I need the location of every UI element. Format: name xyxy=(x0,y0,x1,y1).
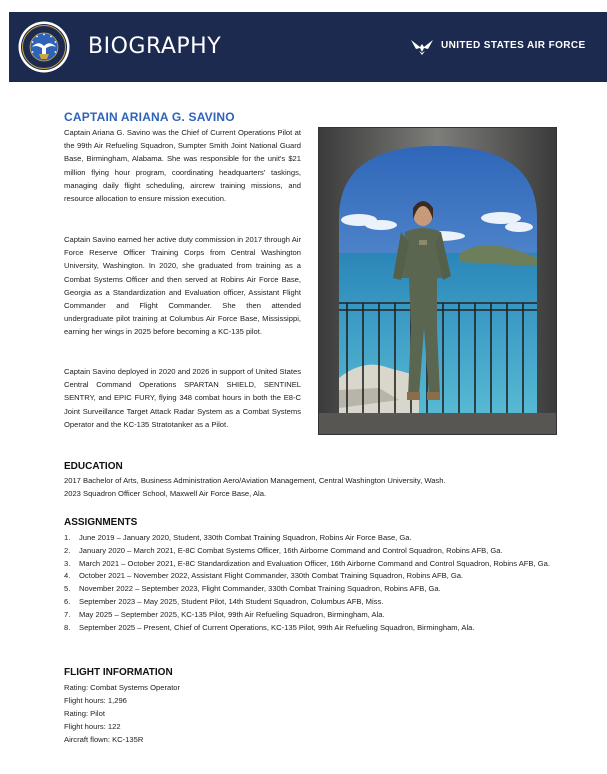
list-item-number: 4. xyxy=(64,571,71,581)
list-item xyxy=(64,583,564,596)
flight-info-line: Flight hours: 122 xyxy=(64,722,121,731)
flight-info-line: Rating: Pilot xyxy=(64,709,105,718)
list-item-text: November 2022 – September 2023, Flight Commander, 330th Combat Training Squadron, Robins AFB, Ga. xyxy=(79,584,441,594)
bio-paragraph: Captain Savino earned her active duty commission in 2017 through Air Force Reserve Officer Training Corps from Central Washington University, Washington. In 2020, she graduated from training as a Combat Systems Officer and then served at Robins Air Force Base, Georgia as a Standardization and Evaluation officer, Assistant Flight Commander and Flight Commander. She then attended undergraduate pilot training at Columbus Air Force Base, Mississippi, earning her wings in 2025 before becoming a KC-135 pilot. xyxy=(64,235,301,337)
list-item-text: January 2020 – March 2021, E-8C Combat Systems Officer, 16th Airborne Command and Control Squadron, Robins AFB, Ga. xyxy=(79,545,503,555)
flight-information-heading: FLIGHT INFORMATION xyxy=(64,667,173,678)
bio-paragraph: Captain Savino deployed in 2020 and 2026 in support of United States Central Command Operations SPARTAN SHIELD, SENTINEL SENTRY, and EPIC FURY, flying 348 combat hours in both the E8-C Joint Surveillance Target Attack Radar System as a Combat Systems Operator and the KC-135 Stratotanker as a Pilot. xyxy=(64,367,301,429)
list-item-number: 5. xyxy=(64,584,71,594)
portrait-photo xyxy=(318,127,557,435)
flight-info-line: Rating: Combat Systems Operator xyxy=(64,683,181,692)
list-item xyxy=(64,596,564,609)
list-item xyxy=(64,622,564,635)
list-item-number: 7. xyxy=(64,609,71,619)
education-heading: EDUCATION xyxy=(64,461,123,472)
list-item-text: May 2025 – September 2025, KC-135 Pilot, 99th Air Refueling Squadron, Birmingham, Ala. xyxy=(79,609,385,619)
list-item-text: September 2023 – May 2025, Student Pilot, 14th Student Squadron, Columbus AFB, Miss. xyxy=(79,596,384,606)
list-item xyxy=(64,545,564,558)
bio-paragraph: Captain Ariana G. Savino was the Chief of Current Operations Pilot at the 99th Air Refueling Squadron, Sumpter Smith Joint National Guard Base, Birmingham, Alabama. She was responsible for the unit's $21 million flying hour program, coordinating headquarters' taskings, managing daily flight scheduling, aircrew training missions, and resource allocation to ensure mission execution. xyxy=(64,128,301,204)
flight-info-line: Aircraft flown: KC-135R xyxy=(64,735,144,744)
page-title: BIOGRAPHY xyxy=(88,34,222,59)
list-item xyxy=(64,558,564,571)
assignments-list xyxy=(64,532,564,634)
flight-info-line: Flight hours: 1,296 xyxy=(64,696,127,705)
list-item-number: 3. xyxy=(64,558,71,568)
list-item-text: March 2021 – October 2021, E-8C Standardization and Evaluation Officer, 16th Airborne Command and Control Squadron, Robins AFB, Ga. xyxy=(79,558,550,568)
education-item: 2023 Squadron Officer School, Maxwell Air Force Base, Ala. xyxy=(64,489,267,498)
list-item-number: 2. xyxy=(64,545,71,555)
brand-name: UNITED STATES AIR FORCE xyxy=(441,40,586,51)
officer-name: CAPTAIN ARIANA G. SAVINO xyxy=(64,110,235,124)
list-item-text: September 2025 – Present, Chief of Current Operations, KC-135 Pilot, 99th Air Refueling Squadron, Birmingham, Ala. xyxy=(79,622,475,632)
air-force-symbol-icon xyxy=(411,38,433,56)
list-item-number: 1. xyxy=(64,533,71,542)
list-item-text: October 2021 – November 2022, Assistant Flight Commander, 330th Combat Training Squadron, Robins AFB, Ga. xyxy=(79,571,464,581)
list-item-text: June 2019 – January 2020, Student, 330th Combat Training Squadron, Robins Air Force Base, Ga. xyxy=(79,533,412,542)
education-item: 2017 Bachelor of Arts, Business Administration Aero/Aviation Management, Central Washington University, Wash. xyxy=(64,476,446,485)
list-item xyxy=(64,609,564,622)
header-banner xyxy=(9,12,607,82)
assignments-heading: ASSIGNMENTS xyxy=(64,517,138,528)
list-item xyxy=(64,570,564,583)
list-item-number: 8. xyxy=(64,622,71,632)
air-force-seal-icon xyxy=(18,21,70,73)
list-item-number: 6. xyxy=(64,596,71,606)
list-item xyxy=(64,532,564,545)
